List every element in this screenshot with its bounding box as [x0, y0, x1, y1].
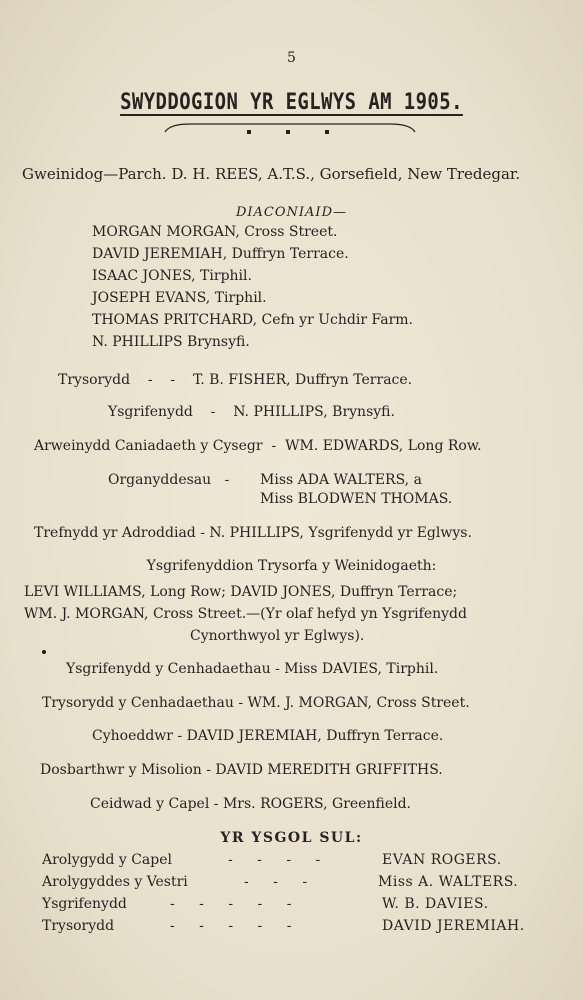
ministry-fund-line: WM. J. MORGAN, Cross Street.—(Yr olaf hefyd yn Ysgrifenydd [24, 606, 467, 622]
mission-treasurer-line: Trysorydd y Cenhadaethau - WM. J. MORGAN, Cross Street. [42, 695, 470, 711]
ministry-fund-line: Cynorthwyol yr Eglwys). [190, 628, 365, 644]
organist-entry: Miss BLODWEN THOMAS. [260, 491, 453, 507]
deacon-entry: DAVID JEREMIAH, Duffryn Terrace. [92, 246, 349, 262]
sunday-school-officer: DAVID JEREMIAH. [382, 918, 525, 934]
publisher-line: Cyhoeddwr - DAVID JEREMIAH, Duffryn Terrace. [92, 728, 444, 744]
sunday-school-role: Trysorydd [42, 918, 115, 934]
deacons-heading: DIACONIAID— [235, 205, 347, 220]
deacon-entry: N. PHILLIPS Brynsyfi. [92, 334, 250, 350]
page-number: 5 [287, 50, 296, 66]
recitation-organiser-line: Trefnydd yr Adroddiad - N. PHILLIPS, Ysgrifenydd yr Eglwys. [34, 525, 472, 541]
sunday-school-role: Arolygyddes y Vestri [42, 874, 188, 890]
minister-line: Gweinidog—Parch. D. H. REES, A.T.S., Gorsefield, New Tredegar. [22, 165, 521, 183]
treasurer-line: Trysorydd - - T. B. FISHER, Duffryn Terrace. [58, 372, 413, 388]
title-ornament [160, 120, 420, 140]
mission-secretary-line: Ysgrifenydd y Cenhadaethau - Miss DAVIES, Tirphil. [66, 661, 439, 677]
leader-dashes: - - - - [228, 852, 331, 868]
organist-entry: Miss ADA WALTERS, a [260, 472, 422, 488]
caretaker-line: Ceidwad y Capel - Mrs. ROGERS, Greenfield. [90, 796, 411, 812]
precentor-line: Arweinydd Caniadaeth y Cysegr - WM. EDWARDS, Long Row. [34, 438, 482, 454]
deacon-entry: THOMAS PRITCHARD, Cefn yr Uchdir Farm. [92, 312, 414, 328]
distributor-line: Dosbarthwr y Misolion - DAVID MEREDITH GRIFFITHS. [40, 762, 443, 778]
ink-spot [42, 650, 46, 654]
sunday-school-officer: EVAN ROGERS. [382, 852, 502, 868]
sunday-school-officer: W. B. DAVIES. [382, 896, 489, 912]
leader-dashes: - - - [244, 874, 318, 890]
ministry-fund-line: LEVI WILLIAMS, Long Row; DAVID JONES, Duffryn Terrace; [24, 584, 458, 600]
sunday-school-role: Arolygydd y Capel [42, 852, 173, 868]
ministry-fund-heading: Ysgrifenyddion Trysorfa y Weinidogaeth: [146, 558, 437, 574]
leader-dashes: - - - - - [170, 896, 302, 912]
deacon-entry: ISAAC JONES, Tirphil. [92, 268, 252, 284]
page-title: SWYDDOGION YR EGLWYS AM 1905. [120, 90, 463, 115]
leader-dashes: - - - - - [170, 918, 302, 934]
deacon-entry: JOSEPH EVANS, Tirphil. [92, 290, 267, 306]
sunday-school-role: Ysgrifenydd [42, 896, 127, 912]
organists-label: Organyddesau - [108, 472, 230, 488]
sunday-school-heading: YR YSGOL SUL: [220, 830, 363, 846]
sunday-school-officer: Miss A. WALTERS. [378, 874, 519, 890]
deacon-entry: MORGAN MORGAN, Cross Street. [92, 224, 338, 240]
secretary-line: Ysgrifenydd - N. PHILLIPS, Brynsyfi. [108, 404, 395, 420]
